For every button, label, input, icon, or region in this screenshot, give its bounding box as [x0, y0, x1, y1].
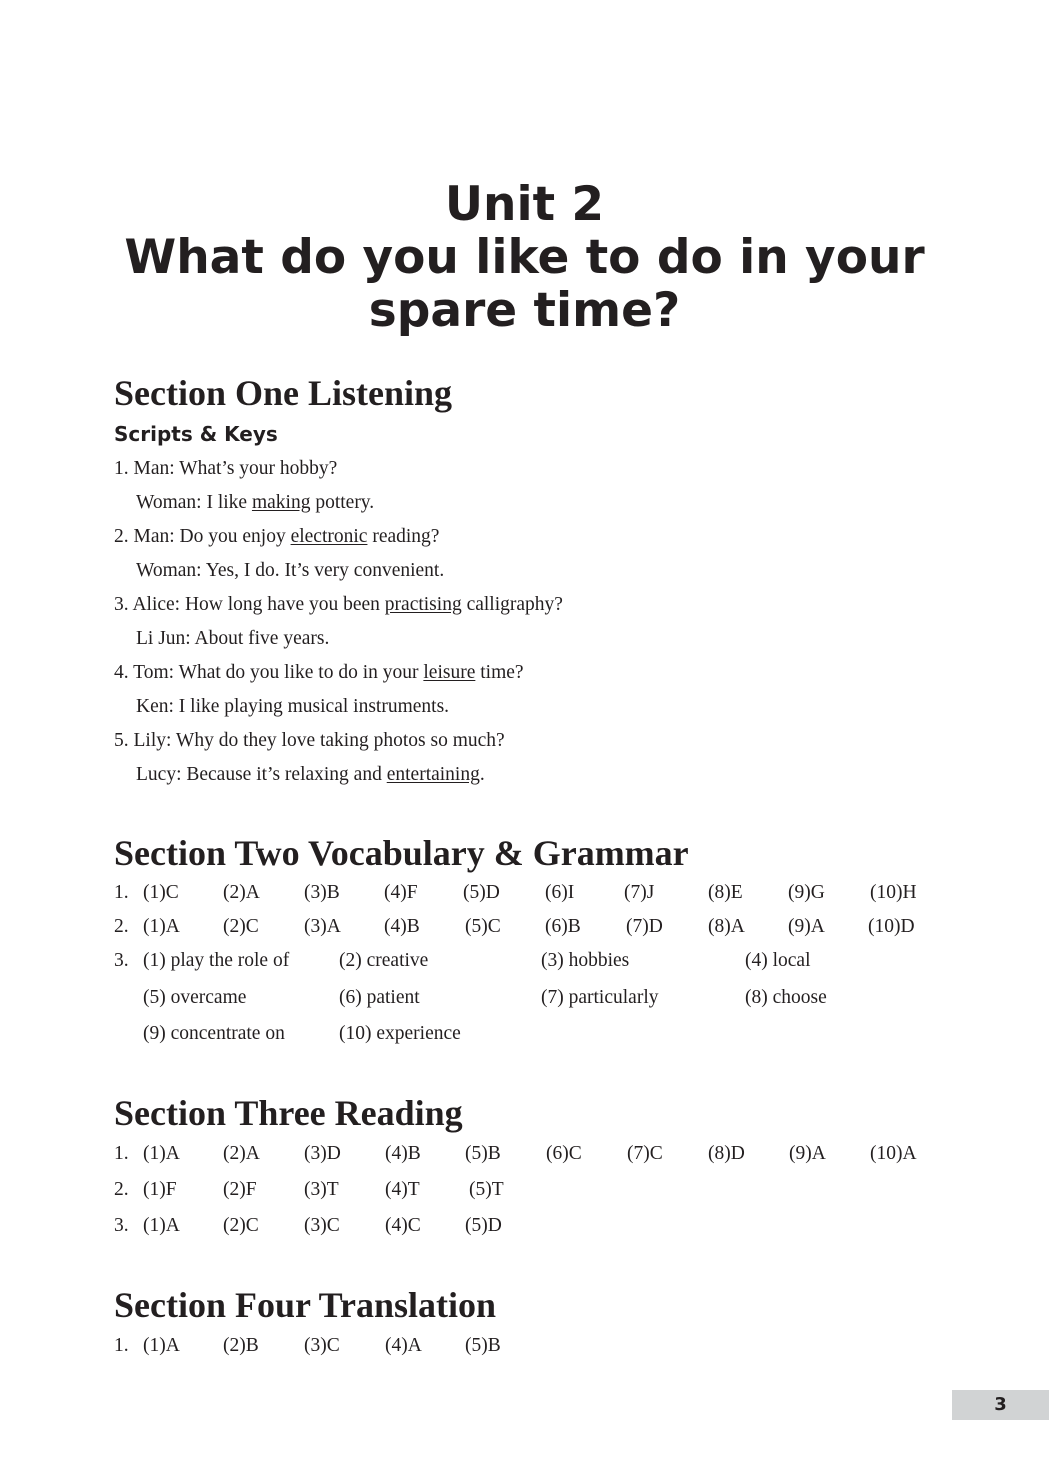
- answer-item: (1)A: [143, 916, 180, 937]
- script-number: 1.: [114, 458, 129, 479]
- script-2-line-a: [114, 525, 439, 549]
- script-text: Ken: I like playing musical instruments.: [136, 696, 450, 717]
- script-1-line-a: [114, 457, 337, 481]
- word-answer: (5) overcame: [143, 987, 247, 1008]
- script-text: .: [479, 764, 485, 785]
- underlined-answer: electronic: [290, 526, 368, 547]
- answer-item: (4)T: [385, 1179, 420, 1200]
- script-1-line-b: [136, 491, 374, 515]
- answer-item: (1)A: [143, 1143, 180, 1164]
- answer-item: (2)F: [223, 1179, 257, 1200]
- script-4-line-b: [136, 695, 449, 719]
- script-number: 2.: [114, 526, 129, 547]
- answer-item: (9)A: [789, 1143, 826, 1164]
- answer-item: (8)A: [708, 916, 745, 937]
- page-number: 3: [952, 1390, 1049, 1420]
- row-number: 1.: [114, 1335, 129, 1356]
- script-4-line-a: [114, 661, 524, 685]
- answer-item: (2)C: [223, 916, 259, 937]
- answer-item: (4)F: [384, 882, 418, 903]
- script-text: Man: What’s your hobby?: [133, 458, 338, 479]
- answer-item: (2)A: [223, 882, 260, 903]
- script-number: 3.: [114, 594, 129, 615]
- section-four-heading: Section Four Translation: [114, 1285, 497, 1325]
- answer-item: (4)B: [385, 1143, 421, 1164]
- row-number: 2.: [114, 916, 129, 937]
- script-number: 5.: [114, 730, 129, 751]
- unit-title-line-2: What do you like to do in your: [124, 230, 925, 285]
- unit-number: Unit 2: [444, 177, 605, 232]
- word-answer: (8) choose: [745, 987, 827, 1008]
- script-text: Tom: What do you like to do in your: [133, 662, 424, 683]
- answer-item: (10)A: [870, 1143, 917, 1164]
- script-3-line-a: [114, 593, 563, 617]
- scripts-keys-subheading: Scripts & Keys: [114, 422, 278, 446]
- answer-item: (5)B: [465, 1143, 501, 1164]
- answer-item: (3)B: [304, 882, 340, 903]
- script-text: pottery.: [310, 492, 375, 513]
- script-text: Man: Do you enjoy: [133, 526, 291, 547]
- section-two-heading: Section Two Vocabulary & Grammar: [114, 833, 689, 873]
- script-text: Li Jun: About five years.: [136, 628, 330, 649]
- answer-item: (1)A: [143, 1335, 180, 1356]
- answer-item: (4)C: [385, 1215, 421, 1236]
- answer-item: (5)T: [469, 1179, 504, 1200]
- answer-item: (3)C: [304, 1335, 340, 1356]
- script-text: time?: [475, 662, 524, 683]
- section-three-heading: Section Three Reading: [114, 1093, 463, 1133]
- answer-item: (10)D: [868, 916, 915, 937]
- answer-item: (5)D: [463, 882, 500, 903]
- script-text: Alice: How long have you been: [132, 594, 385, 615]
- word-answer: (7) particularly: [541, 987, 659, 1008]
- word-answer: (2) creative: [339, 950, 429, 971]
- answer-item: (1)C: [143, 882, 179, 903]
- answer-item: (9)A: [788, 916, 825, 937]
- answer-item: (6)C: [546, 1143, 582, 1164]
- script-text: reading?: [367, 526, 440, 547]
- word-answer: (10) experience: [339, 1023, 461, 1044]
- underlined-answer: entertaining: [386, 764, 480, 785]
- script-5-line-b: [136, 763, 485, 787]
- row-number: 3.: [114, 1215, 129, 1236]
- answer-item: (5)D: [465, 1215, 502, 1236]
- answer-item: (8)D: [708, 1143, 745, 1164]
- answer-item: (7)D: [626, 916, 663, 937]
- answer-item: (3)A: [304, 916, 341, 937]
- answer-item: (9)G: [788, 882, 825, 903]
- word-answer: (1) play the role of: [143, 950, 290, 971]
- answer-item: (6)B: [545, 916, 581, 937]
- answer-item: (3)C: [304, 1215, 340, 1236]
- script-5-line-a: [114, 729, 505, 753]
- answer-item: (7)C: [627, 1143, 663, 1164]
- answer-item: (4)A: [385, 1335, 422, 1356]
- script-text: calligraphy?: [461, 594, 563, 615]
- row-number: 1.: [114, 1143, 129, 1164]
- answer-item: (1)A: [143, 1215, 180, 1236]
- word-answer: (3) hobbies: [541, 950, 630, 971]
- script-text: Woman: I like: [136, 492, 252, 513]
- script-3-line-b: [136, 627, 329, 651]
- answer-item: (2)A: [223, 1143, 260, 1164]
- answer-item: (5)C: [465, 916, 501, 937]
- answer-item: (8)E: [708, 882, 743, 903]
- unit-title-line-3: spare time?: [368, 283, 681, 338]
- script-text: Lily: Why do they love taking photos so much?: [133, 730, 505, 751]
- underlined-answer: making: [251, 492, 311, 513]
- unit-title: [0, 178, 1049, 337]
- script-text: Lucy: Because it’s relaxing and: [136, 764, 387, 785]
- answer-item: (3)T: [304, 1179, 339, 1200]
- word-answer: (4) local: [745, 950, 811, 971]
- answer-item: (10)H: [870, 882, 917, 903]
- row-number: 3.: [114, 950, 129, 971]
- row-number: 1.: [114, 882, 129, 903]
- script-number: 4.: [114, 662, 129, 683]
- word-answer: (6) patient: [339, 987, 420, 1008]
- answer-item: (5)B: [465, 1335, 501, 1356]
- answer-item: (3)D: [304, 1143, 341, 1164]
- underlined-answer: leisure: [423, 662, 476, 683]
- section-one-heading: Section One Listening: [114, 373, 453, 413]
- answer-item: (2)C: [223, 1215, 259, 1236]
- script-2-line-b: [136, 559, 444, 583]
- answer-item: (6)I: [545, 882, 575, 903]
- answer-item: (1)F: [143, 1179, 177, 1200]
- script-text: Woman: Yes, I do. It’s very convenient.: [136, 560, 445, 581]
- row-number: 2.: [114, 1179, 129, 1200]
- answer-item: (4)B: [384, 916, 420, 937]
- answer-item: (7)J: [624, 882, 655, 903]
- word-answer: (9) concentrate on: [143, 1023, 285, 1044]
- answer-item: (2)B: [223, 1335, 259, 1356]
- underlined-answer: practising: [384, 594, 462, 615]
